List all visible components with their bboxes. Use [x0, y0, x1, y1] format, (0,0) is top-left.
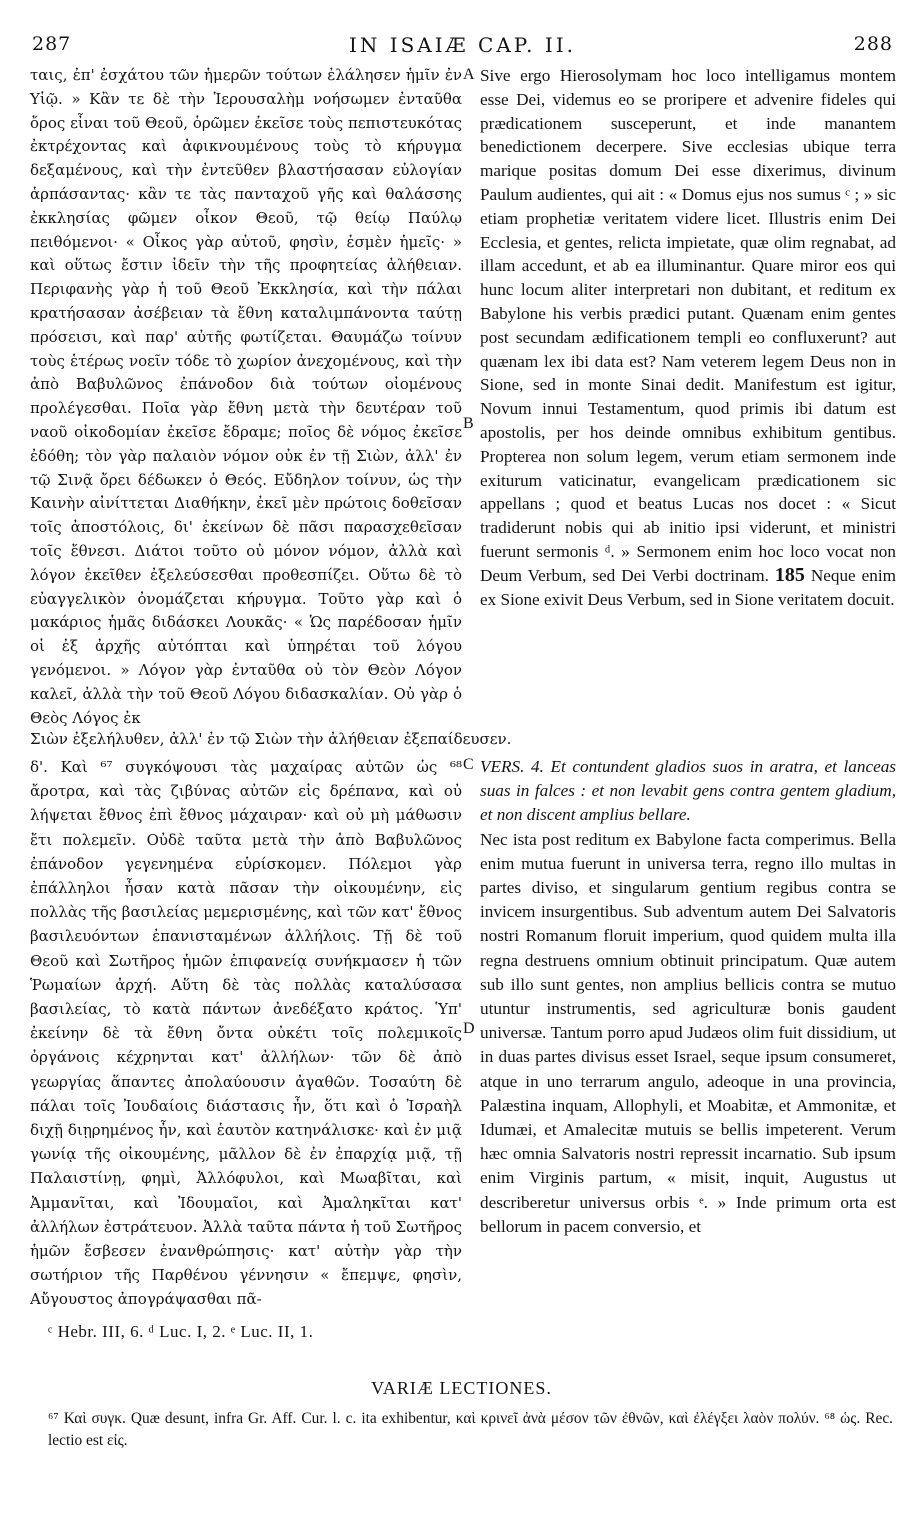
variae-lectiones-title: VARIÆ LECTIONES.	[371, 1378, 552, 1398]
column-number: 185	[774, 563, 805, 586]
greek-column-1	[30, 64, 462, 730]
page-header	[32, 33, 893, 59]
latin-text-1-tail: Neque enim ex Sione exivit Deus Verbum, sed in Sione veritatem docuit.	[480, 565, 897, 609]
margin-marker-b: B	[463, 415, 474, 432]
greek-full-line: Σιὼν ἐξελήλυθεν, ἀλλ' ἐν τῷ Σιὼν τὴν ἀλήθειαν ἐξεπαίδευσεν.	[30, 730, 512, 748]
margin-marker-c: C	[463, 756, 474, 773]
latin-verse-heading: VERS. 4. Et contundent gladios suos in aratra, et lanceas suas in falces : et non levabit gens contra gentem gladium, et non discent amplius bellare.	[480, 757, 896, 825]
latin-column-2	[480, 755, 896, 1239]
latin-text-1-body: Sive ergo Hierosolymam hoc loco intelligamus montem esse Dei, videmus eo se proripere et advenire fideles qui prædicationem susceperunt, et inde manantem benedictionem decerpere. Sive ecclesias ubique terra marique positas domum Dei esse dixerimus, divinum Paulum audientes, qui ait : « Domus ejus nos sumus ᶜ ; » sic etiam prophetiæ veritatem videre licet. Illustris enim Dei Ecclesia, et gentes, relicta impietate, quæ olim regnabat, ad illam accedunt, et ab ea illuminantur. Quare miror eos qui hunc locum aliter interpretari non dubitant, et reditum ex Babylone his verbis prædici putant. Quænam enim gentes post secundam ædificationem templi eo confluxerunt? aut quænam lex ibi data est? Nam veterem legem Deus non in Sione, sed in monte Sinai dedit. Manifestum est igitur, Novum innui Testamentum, quod primis ibi datum est apostolis, per hos deinde omnibus exhibitum gentibus. Propterea non solum legem, verum etiam sermonem inde exiturum vaticinatur, evangelicam prædicationem sic appellans ; quod et beatus Lucas nos docet : « Sicut tradiderunt nobis qui ab initio ipsi viderunt, et ministri fuerunt sermonis ᵈ. » Sermonem enim hoc loco vocat non Deum Verbum, sed Dei Verbi doctrinam.	[480, 66, 896, 585]
greek-column-2	[30, 755, 462, 1312]
latin-text-2: Nec ista post reditum ex Babylone facta comperimus. Bella enim mutua fuerunt in universa terra, regno illo multas in partes diviso, et singularum gentium regibus contra se invicem insurgentibus. Sub adventum autem Dei Salvatoris nostri Romanum floruit imperium, quod quidem multa illa regna destruens omnium obtinuit principatum. Quæ autem sub illo sunt gentes, non amplius bellicis contra se mutuo utuntur instrumentis, sed agriculturæ bonis gaudent universæ. Tantum porro apud Judæos olim fuit dissidium, ut in duas partes divisus esset Israel, seque ipsum consumeret, atque in uno terrarum angulo, adeoque in una provincia, Palæstina inquam, Allophyli, et Moabitæ, et Ammonitæ, et Idumæi, et Amalecitæ mutuis se bellis impeterent. Verum hæc omnia Salvatoris nostri repressit incarnatio. Sub ipsum enim Virginis partum, « misit, inquit, Augustus ut describeretur universus orbis ᵉ. » Inde primum orta est bellorum in pacem conversio, et	[480, 829, 896, 1236]
footnotes: ᶜ Hebr. III, 6. ᵈ Luc. I, 2. ᵉ Luc. II, 1.	[48, 1322, 314, 1341]
margin-marker-a: A	[463, 66, 475, 83]
margin-marker-d: D	[463, 1020, 475, 1037]
page-number-left: 287	[32, 33, 72, 55]
greek-text-2: δ'. Καὶ ⁶⁷ συγκόψουσι τὰς μαχαίρας αὐτῶν ὡς ⁶⁸ ἄροτρα, καὶ τὰς ζιβύνας αὐτῶν εἰς δρέπανα, καὶ οὐ λήψεται ἔθνος ἐπὶ ἔθνος μάχαιραν· καὶ οὐ μὴ μάθωσιν ἔτι πολεμεῖν. Οὐδὲ ταῦτα μετὰ τὴν ἀπὸ Βαβυλῶνος ἐπάνοδον γεγενημένα εὑρίσκομεν. Πόλεμοι γὰρ ἐπάλληλοι ἦσαν κατὰ πᾶσαν τὴν οἰκουμένην, εἰς πολλὰς τῆς βασιλείας μεμερισμένης, καὶ τῶν κατ' ἔθνος βασιλευόντων ἐπανισταμένων ἀλλήλοις. Τῇ δὲ τοῦ Θεοῦ καὶ Σωτῆρος ἡμῶν ἐπιφανείᾳ συνήκμασεν ἡ τῶν Ῥωμαίων ἀρχή. Αὕτη δὲ τὰς πολλὰς καταλύσασα βασιλείας, τὸ κατὰ πάντων ἀνεδέξατο κράτος. Ὑπ' ἐκείνην δὲ τὰ ἔθνη ὄντα οὐκέτι τοῖς πολεμικοῖς ὀργάνοις κέχρηνται κατ' ἀλλήλων· τῶν δὲ ἀπὸ γεωργίας ἅπαντες ἀπολαύουσιν ἀγαθῶν. Τοσαύτη δὲ πάλαι τοῖς Ἰουδαίοις διάστασις ἦν, ὅτι καὶ ὁ Ἰσραὴλ διχῇ διῃρημένος ἦν, καὶ ἑαυτὸν κατηνάλισκε· καὶ ἐν μιᾷ γωνίᾳ τῆς οἰκουμένης, μᾶλλον δὲ ἐν ἐπαρχίᾳ μιᾷ, τῇ Παλαιστίνῃ, φημὶ, Ἀλλόφυλοι, καὶ Μωαβῖται, καὶ Ἀμμανῖται, καὶ Ἰδουμαῖοι, καὶ Ἀμαληκῖται κατ' ἀλλήλων ἐστράτευον. Ἀλλὰ ταῦτα πάντα ἡ τοῦ Σωτῆρος ἡμῶν ἔσβεσεν ἐνανθρώπησις· κατ' αὐτὴν γὰρ τὴν σωτήριον τῆς Παρθένου γέννησιν « ἔπεμψε, φησὶν, Αὔγουστος ἀπογράψασθαι πᾶ-	[30, 758, 462, 1309]
latin-text-1	[480, 64, 896, 611]
page-number-right: 288	[853, 33, 893, 55]
variae-lectiones-text: ⁶⁷ Καὶ συγκ. Quæ desunt, infra Gr. Aff. Cur. l. c. ita exhibentur, καὶ κρινεῖ ἀνὰ μέσον τῶν ἐθνῶν, καὶ ἐλέγξει λαὸν πολύν. ⁶⁸ ὡς. Rec. lectio est εἰς.	[48, 1410, 893, 1449]
running-title: IN ISAIÆ CAP. II.	[348, 33, 577, 57]
latin-column-1	[480, 64, 896, 611]
greek-text-1: ταις, ἐπ' ἐσχάτου τῶν ἡμερῶν τούτων ἐλάλησεν ἡμῖν ἐν Υἱῷ. » Κἂν τε δὲ τὴν Ἱερουσαλὴμ νοήσωμεν ἐνταῦθα ὄρος εἶναι τοῦ Θεοῦ, ὁρῶμεν ἐκεῖσε τοὺς πεπιστευκότας ἐκτρέχοντας καὶ ἀφικνουμένους τοὺς τὸ κήρυγμα δεξαμένους, καὶ τὴν ἐντεῦθεν βλαστήσασαν εὐλογίαν ἁρπάσαντας· κἂν τε τὰς πανταχοῦ γῆς καὶ θαλάσσης ἐκκλησίας φῶμεν οἶκον Θεοῦ, τῷ θείῳ Παύλῳ πειθόμενοι· « Οἶκος γὰρ αὐτοῦ, φησὶν, ἐσμὲν ἡμεῖς· » καὶ οὕτως ἔστιν ἰδεῖν τὴν τῆς προφητείας ἀλήθειαν. Περιφανὴς γὰρ ἡ τοῦ Θεοῦ Ἐκκλησία, καὶ τὴν πάλαι κρατήσασαν ἀσέβειαν τὰ ἔθνη καταλιμπάνοντα ταύτῃ πρόσεισι, καὶ παρ' αὐτῆς φωτίζεται. Θαυμάζω τοίνυν τοὺς ἑτέρως νοεῖν τόδε τὸ χωρίον ἀνεχομένους, καὶ τὴν ἀπὸ Βαβυλῶνος ἐπάνοδον διὰ τούτων οἰομένους προλέγεσθαι. Ποῖα γὰρ ἔθνη μετὰ τὴν δευτέραν τοῦ ναοῦ οἰκοδομίαν ἐκεῖσε ἔδραμε; ποῖος δὲ νόμος ἐκεῖσε ἐδόθη; τὸν γὰρ παλαιὸν νόμον οὐκ ἐν τῇ Σιὼν, ἀλλ' ἐν τῷ Σινᾷ ὄρει δέδωκεν ὁ Θεός. Εὔδηλον τοίνυν, ὡς τὴν Καινὴν αἰνίττεται Διαθήκην, ἐκεῖ μὲν πρώτοις δοθεῖσαν τοῖς ἀποστόλοις, δι' ἐκείνων δὲ πᾶσι παρασχεθεῖσαν τοῖς ἔθνεσι. Διάτοι τοῦτο οὐ μόνον νόμον, ἀλλὰ καὶ λόγον ἐκεῖθεν ἐξελεύσεσθαι προθεσπίζει. Οὕτω δὲ τὸ εὐαγγελικὸν ὀνομάζεται κήρυγμα. Τοῦτο γὰρ καὶ ὁ μακάριος ἡμᾶς διδάσκει Λουκᾶς· « Ὡς παρέδοσαν ἡμῖν οἱ ἐξ ἀρχῆς αὐτόπται καὶ ὑπηρέται τοῦ λόγου γενόμενοι. » Λόγον γὰρ ἐνταῦθα οὐ τὸν Θεὸν Λόγον καλεῖ, ἀλλὰ τὴν τοῦ Θεοῦ Λόγου διδασκαλίαν. Οὐ γὰρ ὁ Θεὸς Λόγος ἐκ	[30, 66, 462, 727]
